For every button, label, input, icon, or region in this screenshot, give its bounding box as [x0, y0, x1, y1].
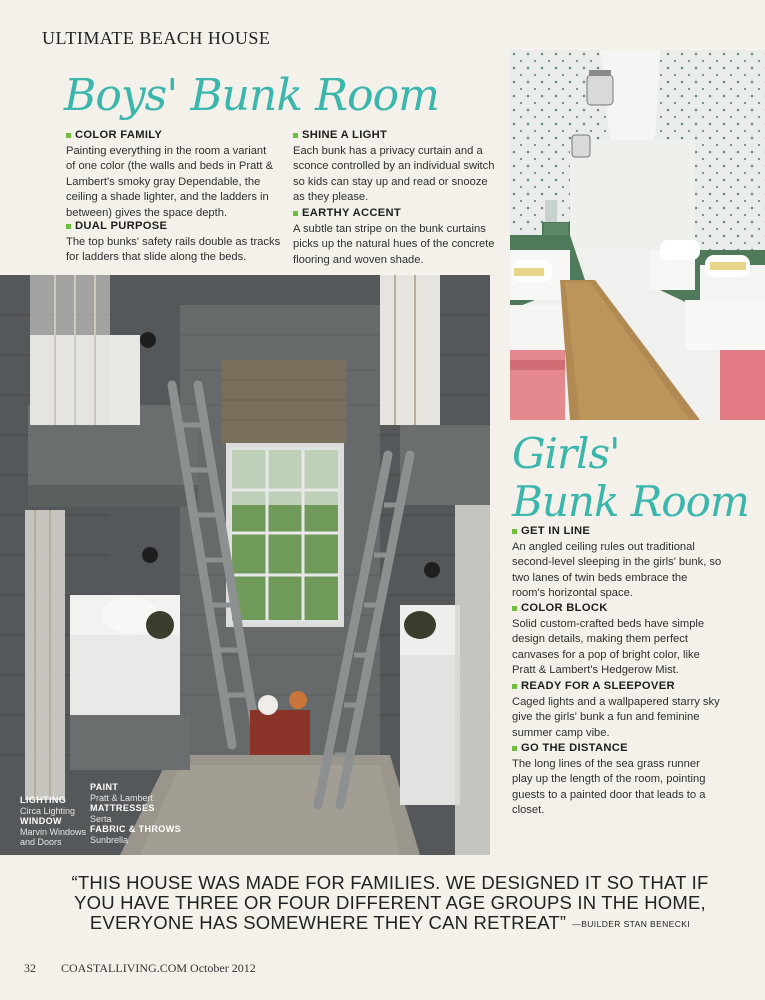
- quote-line-3-wrap: [40, 913, 740, 934]
- quote-line-3: EVERYONE HAS SOMEWHERE THEY CAN RETREAT”: [89, 912, 567, 933]
- girls-section-color-block: [512, 601, 722, 679]
- boys-section-earthy-accent: [293, 206, 498, 268]
- credits-left: [20, 795, 86, 848]
- quote-line-2: YOU HAVE THREE OR FOUR DIFFERENT AGE GROUPS IN THE HOME,: [74, 892, 706, 913]
- section-text: A subtle tan stripe on the bunk curtains picks up the natural hues of the concrete flooring and woven shade.: [293, 222, 495, 266]
- credit-lighting-value: Circa Lighting: [20, 805, 76, 816]
- page-number: 32: [24, 961, 36, 975]
- credit-paint-label: PAINT: [90, 782, 119, 792]
- credit-paint-value: Pratt & Lambert: [90, 792, 154, 803]
- section-heading: READY FOR A SLEEPOVER: [512, 679, 722, 695]
- girls-bunk-room-photo: [510, 50, 765, 420]
- girls-bunk-room-title: [512, 430, 762, 526]
- section-text: The top bunks' safety rails double as tracks for ladders that slide along the beds.: [66, 235, 281, 263]
- boys-section-color-family: [66, 128, 276, 221]
- credit-window-value: Marvin Windows: [20, 826, 87, 837]
- section-heading: GET IN LINE: [512, 524, 722, 540]
- section-heading: EARTHY ACCENT: [293, 206, 498, 222]
- girls-title-line1: Girls': [512, 429, 620, 478]
- section-heading: SHINE A LIGHT: [293, 128, 498, 144]
- girls-section-get-in-line: [512, 524, 722, 602]
- girls-section-go-the-distance: [512, 741, 722, 819]
- quote-line-1: “THIS HOUSE WAS MADE FOR FAMILIES. WE DESIGNED IT SO THAT IF: [71, 872, 709, 893]
- credit-mattresses-value: Serta: [90, 813, 112, 824]
- credit-lighting-label: LIGHTING: [20, 795, 67, 805]
- credit-window-label: WINDOW: [20, 816, 62, 826]
- folio: [24, 961, 256, 976]
- girls-title-line2: Bunk Room: [512, 477, 749, 526]
- section-heading: COLOR BLOCK: [512, 601, 722, 617]
- boys-section-shine-a-light: [293, 128, 498, 206]
- section-heading: DUAL PURPOSE: [66, 219, 281, 235]
- section-heading: COLOR FAMILY: [66, 128, 276, 144]
- credit-window-value-2: and Doors: [20, 837, 62, 847]
- section-heading: GO THE DISTANCE: [512, 741, 722, 757]
- publication-name: COASTALLIVING.COM: [61, 961, 188, 975]
- credit-mattresses-label: MATTRESSES: [90, 803, 155, 813]
- girls-section-ready-for-a-sleepover: [512, 679, 722, 741]
- running-head: ULTIMATE BEACH HOUSE: [42, 28, 271, 48]
- quote-attribution: —BUILDER STAN BENECKI: [572, 919, 691, 930]
- issue-date: October 2012: [190, 961, 256, 975]
- section-text: Solid custom-crafted beds have simple design details, making them perfect canvases for a pop of bright color, like Pratt & Lambert's Hedgerow Mist.: [512, 617, 705, 676]
- credit-fabric-label: FABRIC & THROWS: [90, 824, 181, 834]
- boys-bunk-room-title: Boys' Bunk Room: [64, 70, 439, 121]
- section-text: Painting everything in the room a variant of one color (the walls and beds in Pratt & Lambert's smoky gray Dependable, the ceiling a shade lighter, and the ladders in between) gives the space depth.: [66, 144, 274, 219]
- section-text: An angled ceiling rules out traditional second-level sleeping in the girls' bunk, so two lanes of twin beds embrace the room's horizontal space.: [512, 540, 722, 599]
- boys-bunk-room-photo: [0, 275, 490, 855]
- section-text: Each bunk has a privacy curtain and a sconce controlled by an individual switch so kids can stay up and read or snooze as they please.: [293, 144, 495, 203]
- pull-quote: [40, 873, 740, 934]
- boys-section-dual-purpose: [66, 219, 281, 266]
- credit-fabric-value: Sunbrella: [90, 834, 129, 845]
- credits-right: [90, 782, 181, 845]
- section-text: Caged lights and a wallpapered starry sky give the girls' bunk a fun and feminine summer camp vibe.: [512, 695, 720, 739]
- section-text: The long lines of the sea grass runner play up the length of the room, pointing guests to a painted door that leads to a closet.: [512, 757, 706, 816]
